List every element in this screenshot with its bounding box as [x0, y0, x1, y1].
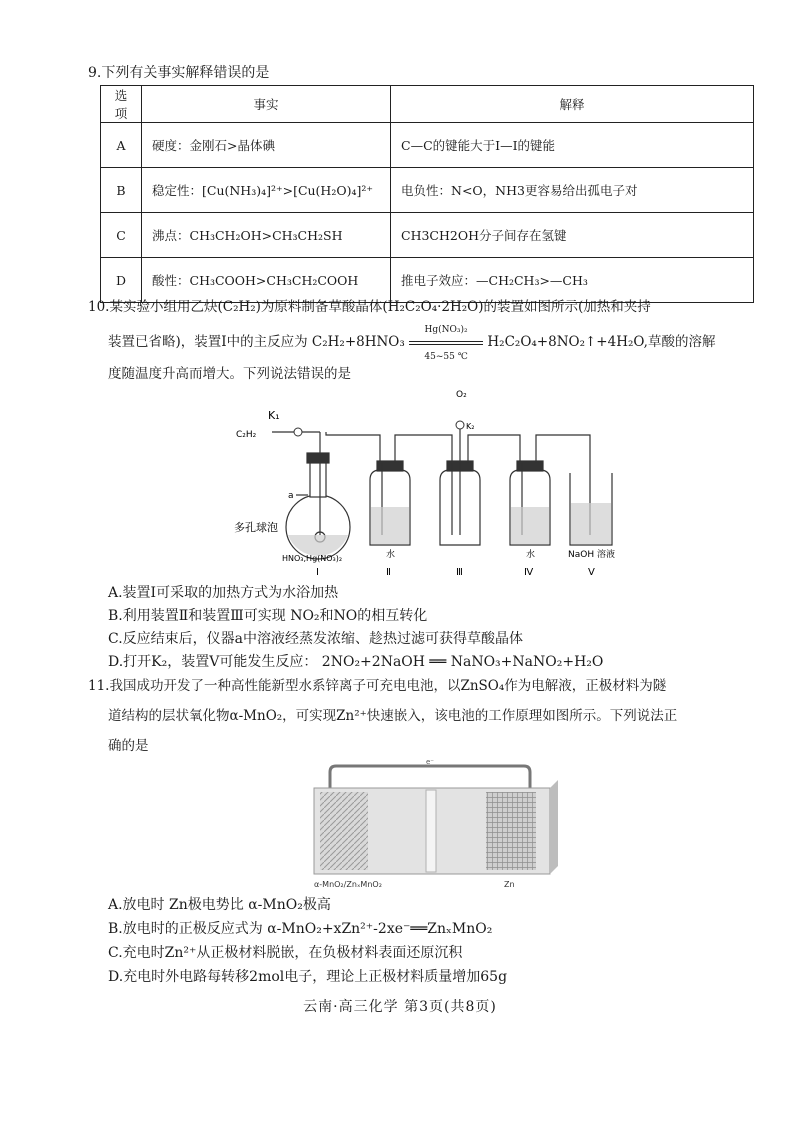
q10-line3: 度随温度升高而增大。下列说法错误的是 — [108, 366, 351, 382]
negative-label: Zn — [504, 880, 515, 889]
label-i: Ⅰ — [316, 567, 319, 578]
label-iii: Ⅲ — [456, 567, 463, 578]
reagent-label: HNO₃,Hg(NO₃)₂ — [282, 554, 343, 563]
row-explanation: CH3CH2OH分子间存在氢键 — [391, 213, 754, 258]
stopper-i — [307, 453, 329, 463]
separator — [426, 790, 436, 872]
row-option: B — [101, 168, 142, 213]
valve-k2-icon — [456, 421, 464, 429]
positive-label: α-MnO₂/ZnₓMnO₂ — [314, 880, 382, 889]
naoh-label: NaOH 溶液 — [568, 550, 615, 560]
row-option: C — [101, 213, 142, 258]
funnel-a-label: a — [288, 491, 294, 501]
row-fact: 稳定性：[Cu(NH₃)₄]²⁺>[Cu(H₂O)₄]²⁺ — [142, 168, 391, 213]
q11-option-c: C.充电时Zn²⁺从正极材料脱嵌，在负极材料表面还原沉积 — [108, 945, 463, 961]
q10-option-a: A.装置Ⅰ可采取的加热方式为水浴加热 — [108, 585, 339, 601]
row-fact: 酸性：CH₃COOH>CH₃CH₂COOH — [142, 258, 391, 303]
row-fact: 硬度：金刚石>晶体碘 — [142, 123, 391, 168]
header-fact: 事实 — [142, 86, 391, 123]
q9-table — [100, 85, 754, 303]
q11-line2: 道结构的层状氧化物α-MnO₂，可实现Zn²⁺快速嵌入，该电池的工作原理如图所示。下列说法正 — [108, 708, 678, 724]
row-option: A — [101, 123, 142, 168]
page-footer: 云南·高三化学 第3页(共8页) — [303, 999, 497, 1015]
negative-electrode — [486, 792, 536, 870]
water-label-ii: 水 — [386, 550, 396, 560]
row-explanation: 推电子效应：—CH₂CH₃>—CH₃ — [391, 258, 754, 303]
external-wire — [330, 766, 530, 790]
tube-ii-iii — [395, 435, 452, 463]
porous-label: 多孔球泡 — [234, 521, 278, 534]
row-explanation: C—C的键能大于I—I的键能 — [391, 123, 754, 168]
table-row — [101, 168, 754, 213]
electron-label: e⁻ — [426, 760, 435, 766]
table-row — [101, 123, 754, 168]
table-header-row — [101, 86, 754, 123]
q11-option-a: A.放电时 Zn极电势比 α-MnO₂极高 — [108, 897, 331, 913]
arrow-catalyst: Hg(NO₃)₂ — [424, 324, 468, 335]
tube-iii-iv — [468, 435, 520, 463]
battery-figure — [300, 760, 560, 892]
liquid-v — [571, 503, 611, 544]
liquid-ii — [371, 507, 409, 544]
label-ii: Ⅱ — [386, 567, 391, 578]
o2-label: O₂ — [456, 390, 467, 400]
q11-line3: 确的是 — [108, 738, 149, 754]
cell-side — [550, 780, 558, 874]
q10-option-d: D.打开K₂，装置Ⅴ可能发生反应： 2NO₂+2NaOH ══ NaNO₃+NaNO₂+H₂O — [108, 654, 604, 670]
q11-line1: 11.我国成功开发了一种高性能新型水系锌离子可充电电池，以ZnSO₄作为电解液，正极材料为隧 — [88, 678, 667, 694]
q10-line1: 10.某实验小组用乙炔(C₂H₂)为原料制备草酸晶体(H₂C₂O₄·2H₂O)的装置如图所示(加热和夹持 — [88, 299, 651, 315]
q10-option-c: C.反应结束后，仪器a中溶液经蒸发浓缩、趁热过滤可获得草酸晶体 — [108, 631, 524, 647]
row-explanation: 电负性：N<O，NH3更容易给出孤电子对 — [391, 168, 754, 213]
stopper-iv — [517, 461, 543, 471]
c2h2-label: C₂H₂ — [236, 430, 257, 440]
label-v: Ⅴ — [588, 567, 595, 578]
q10-equation-right: H₂C₂O₄+8NO₂↑+4H₂O,草酸的溶解 — [487, 334, 716, 350]
q11-option-b: B.放电时的正极反应式为 α-MnO₂+xZn²⁺-2xe⁻══ZnₓMnO₂ — [108, 921, 493, 937]
row-fact: 沸点：CH₃CH₂OH>CH₃CH₂SH — [142, 213, 391, 258]
stopper-ii — [377, 461, 403, 471]
table-row — [101, 258, 754, 303]
tube-i-ii — [326, 432, 380, 463]
arrow-condition: 45~55 ℃ — [424, 351, 468, 362]
table-row — [101, 213, 754, 258]
label-iv: Ⅳ — [524, 567, 534, 578]
liquid-iv — [511, 507, 549, 544]
row-option: D — [101, 258, 142, 303]
valve-k1-icon — [294, 428, 302, 436]
positive-electrode — [320, 792, 368, 870]
flask-liquid — [288, 535, 348, 556]
header-explanation: 解释 — [391, 86, 754, 123]
q10-equation-left: 装置已省略)，装置Ⅰ中的主反应为 C₂H₂+8HNO₃ — [108, 334, 405, 350]
q10-option-b: B.利用装置Ⅱ和装置Ⅲ可实现 NO₂和NO的相互转化 — [108, 608, 428, 624]
double-line — [409, 341, 483, 345]
k2-label: K₂ — [466, 422, 475, 431]
header-option: 选项 — [101, 86, 142, 123]
k1-label: K₁ — [268, 409, 280, 422]
water-label-iv: 水 — [526, 550, 536, 560]
q9-stem: 9.下列有关事实解释错误的是 — [88, 65, 270, 81]
q11-option-d: D.充电时外电路每转移2mol电子，理论上正极材料质量增加65g — [108, 969, 508, 985]
apparatus-figure — [230, 385, 630, 585]
